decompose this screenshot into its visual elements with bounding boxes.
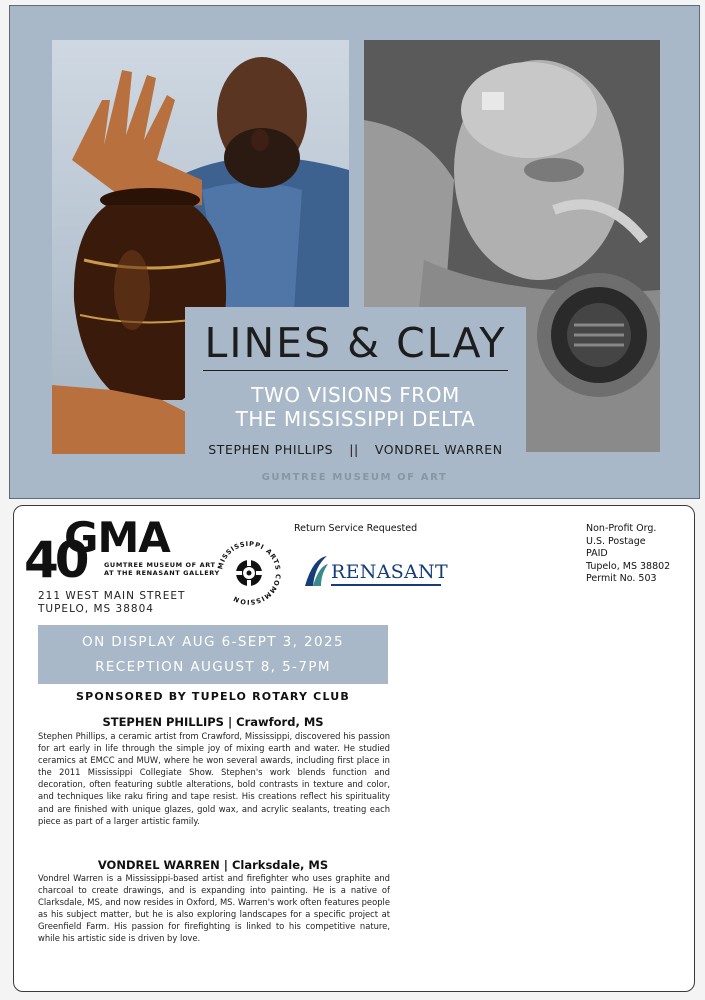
- exhibition-dates-panel: [38, 625, 388, 684]
- renasant-wordmark: RENASANT: [331, 561, 448, 583]
- artist-separator: ||: [349, 442, 359, 457]
- address-street: 211 WEST MAIN STREET: [38, 590, 186, 602]
- museum-logo-name: [104, 561, 220, 577]
- artist-heading-warren: VONDREL WARREN | Clarksdale, MS: [97, 858, 329, 872]
- renasant-emblem-icon: [303, 554, 329, 588]
- exhibition-subtitle-line2: THE MISSISSIPPI DELTA: [235, 407, 476, 431]
- exhibition-title: LINES & CLAY: [204, 319, 507, 367]
- title-divider: [203, 370, 508, 371]
- artist-heading-phillips: STEPHEN PHILLIPS | Crawford, MS: [102, 715, 324, 729]
- exhibition-title-panel: [185, 307, 526, 454]
- artist-bio-phillips: Stephen Phillips, a ceramic artist from Crawford, Mississippi, discovered his passion for art early in life through the simple joy of mixing earth and water. He studied ceramics at EMCC and MUW, where he won several awards, including first place in the 2011 Mississippi Collegiate Show. Stephen's work blends function and decoration, often featuring subtle alterations, bold contrasts in texture and color, and techniques like raku firing and tape resist. His creations reflect his spirituality and are finished with unique glazes, gold wax, and acrylic sealants, treating each piece as part of a larger artistic family.: [38, 731, 390, 826]
- postcard-back: [13, 505, 695, 992]
- postage-line: PAID: [586, 548, 608, 559]
- postcard-front: [9, 5, 700, 499]
- commission-ring-text: MISSISSIPPI ARTS COMMISSION: [216, 539, 283, 607]
- anniversary-mark: 40: [24, 531, 86, 589]
- reception-time: RECEPTION AUGUST 8, 5-7PM: [95, 659, 331, 675]
- gma-letters: GMA: [64, 513, 170, 562]
- postage-line: Non-Profit Org.: [586, 523, 657, 534]
- artist-bio-warren: Vondrel Warren is a Mississippi-based artist and firefighter who uses graphite and charcoal to create drawings, and is expanding into painting. He is a native of Clarksdale, MS, and now resides in Oxford, MS. Warren's work often features people as his subject matter, but he is also exploring landscapes for a specific project at Greenfield Farm. His passion for firefighting is linked to his competitive nature, while his artistic side is driven by love.: [38, 873, 390, 944]
- renasant-underline: [331, 584, 441, 586]
- postage-line: U.S. Postage: [586, 535, 646, 547]
- display-dates: ON DISPLAY AUG 6-SEPT 3, 2025: [82, 634, 344, 650]
- postage-line: Permit No. 503: [586, 573, 657, 584]
- exhibition-artists: [185, 442, 526, 457]
- address-city: TUPELO, MS 38804: [38, 603, 154, 615]
- gumtree-museum-logo: [24, 513, 220, 595]
- museum-name-footer: GUMTREE MUSEUM OF ART: [261, 472, 448, 483]
- postage-indicia: [586, 523, 670, 586]
- artist-name-phillips: STEPHEN PHILLIPS: [208, 442, 334, 457]
- artist-name-warren: VONDREL WARREN: [374, 442, 503, 457]
- logo-name-line2: AT THE RENASANT GALLERY: [104, 569, 220, 577]
- exhibition-subtitle-line1: TWO VISIONS FROM: [251, 383, 460, 407]
- postage-line: Tupelo, MS 38802: [586, 560, 671, 572]
- sponsor-line: SPONSORED BY TUPELO ROTARY CLUB: [75, 690, 350, 703]
- mississippi-arts-commission-logo: [210, 534, 288, 612]
- logo-name-line1: GUMTREE MUSEUM OF ART: [104, 561, 216, 569]
- renasant-logo: [303, 554, 448, 588]
- return-service-text: Return Service Requested: [294, 523, 418, 534]
